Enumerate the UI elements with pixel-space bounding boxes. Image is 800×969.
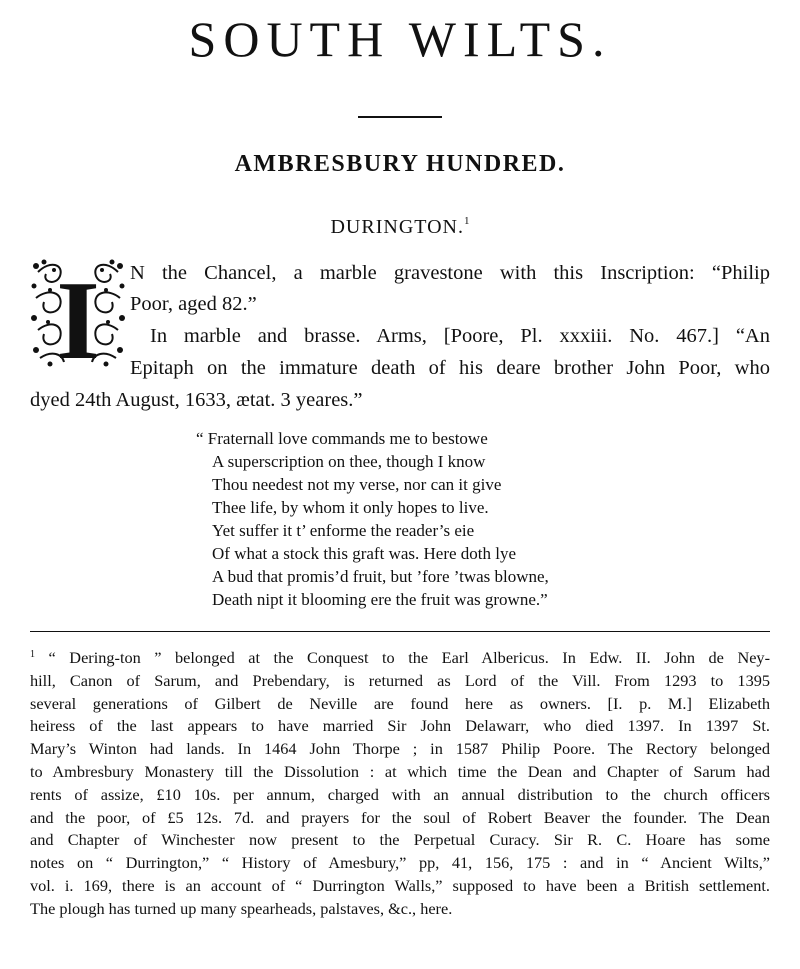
footnote-line: Mary’s Winton had lands. In 1464 John Thorpe ; in 1587 Philip Poore. The Rectory belonged bbox=[30, 739, 770, 759]
section-heading: AMBRESBURY HUNDRED. bbox=[234, 151, 566, 177]
poem-line: “ Fraternall love commands me to bestowe bbox=[196, 429, 488, 448]
paragraph-1-line-2: Poor, aged 82.” bbox=[130, 293, 257, 315]
poem-line: Of what a stock this graft was. Here doth lye bbox=[212, 544, 517, 563]
parish-heading bbox=[0, 216, 800, 237]
footnote-line: vol. i. 169, there is an account of “ Durrington Walls,” supposed to have been a British settlement. bbox=[30, 876, 770, 895]
paragraph-2-line-3: dyed 24th August, 1633, ætat. 3 yeares.” bbox=[30, 389, 363, 411]
parish-name: DURINGTON. bbox=[330, 216, 464, 238]
footnote-line: heiress of the last appears to have married Sir John Delawarr, who died 1397. In 1397 St. bbox=[30, 716, 770, 736]
paragraph-1-line-1: N the Chancel, a marble gravestone with this Inscription: “Philip bbox=[130, 262, 770, 284]
paragraph-2-line-2: Epitaph on the immature death of his deare brother John Poor, who bbox=[130, 357, 770, 379]
footnote-line: several generations of Gilbert de Neville are found here as owners. [I. p. M.] Elizabeth bbox=[30, 693, 770, 713]
poem-line: A bud that promis’d fruit, but ’fore ’twas blowne, bbox=[212, 567, 549, 586]
footnote-ref: 1 bbox=[464, 215, 470, 227]
footnote-line: and the poor, of £5 12s. 7d. and prayers for the soul of Robert Beaver the founder. The Dean bbox=[30, 807, 770, 827]
title-rule bbox=[358, 116, 442, 118]
poem-line: Thee life, by whom it only hopes to live. bbox=[212, 498, 489, 517]
page-title: SOUTH WILTS. bbox=[188, 11, 612, 67]
footnote-marker: 1 bbox=[30, 649, 35, 660]
poem-line: Yet suffer it t’ enforme the reader’s eie bbox=[212, 521, 475, 540]
poem-line: Thou needest not my verse, nor can it give bbox=[212, 475, 502, 494]
poem-line: A superscription on thee, though I know bbox=[212, 452, 486, 471]
footnote-line: rents of assize, £10 10s. per annum, charged with an annual distribution to the church officers bbox=[30, 784, 770, 804]
drop-cap-letter: I bbox=[56, 259, 100, 370]
ornamental-initial-icon bbox=[30, 258, 126, 370]
footnote-line: to Ambresbury Monastery till the Dissolution : at which time the Dean and Chapter of Sarum had bbox=[30, 762, 770, 781]
poem-line: Death nipt it blooming ere the fruit was growne.” bbox=[212, 590, 548, 609]
paragraph-2-line-1: In marble and brasse. Arms, [Poore, Pl. xxxiii. No. 467.] “An bbox=[150, 325, 770, 347]
footnote-line: and Chapter of Winchester now present to the Perpetual Curacy. Sir R. C. Hoare has some bbox=[30, 830, 770, 850]
footnote-line: notes on “ Durrington,” “ History of Amesbury,” pp, 41, 156, 175 : and in “ Ancient Wilts,” bbox=[30, 853, 770, 873]
footnote-line: The plough has turned up many spearheads, palstaves, &c., here. bbox=[30, 898, 453, 918]
footnote-line: $^1$ “ Dering-ton ” belonged at the Conquest to the Earl Albericus. In Edw. II. John de Ney- bbox=[30, 648, 770, 667]
footnote-line: hill, Canon of Sarum, and Prebendary, is returned as Lord of the Vill. From 1293 to 1395 bbox=[30, 670, 770, 690]
footnote-rule bbox=[30, 631, 770, 632]
